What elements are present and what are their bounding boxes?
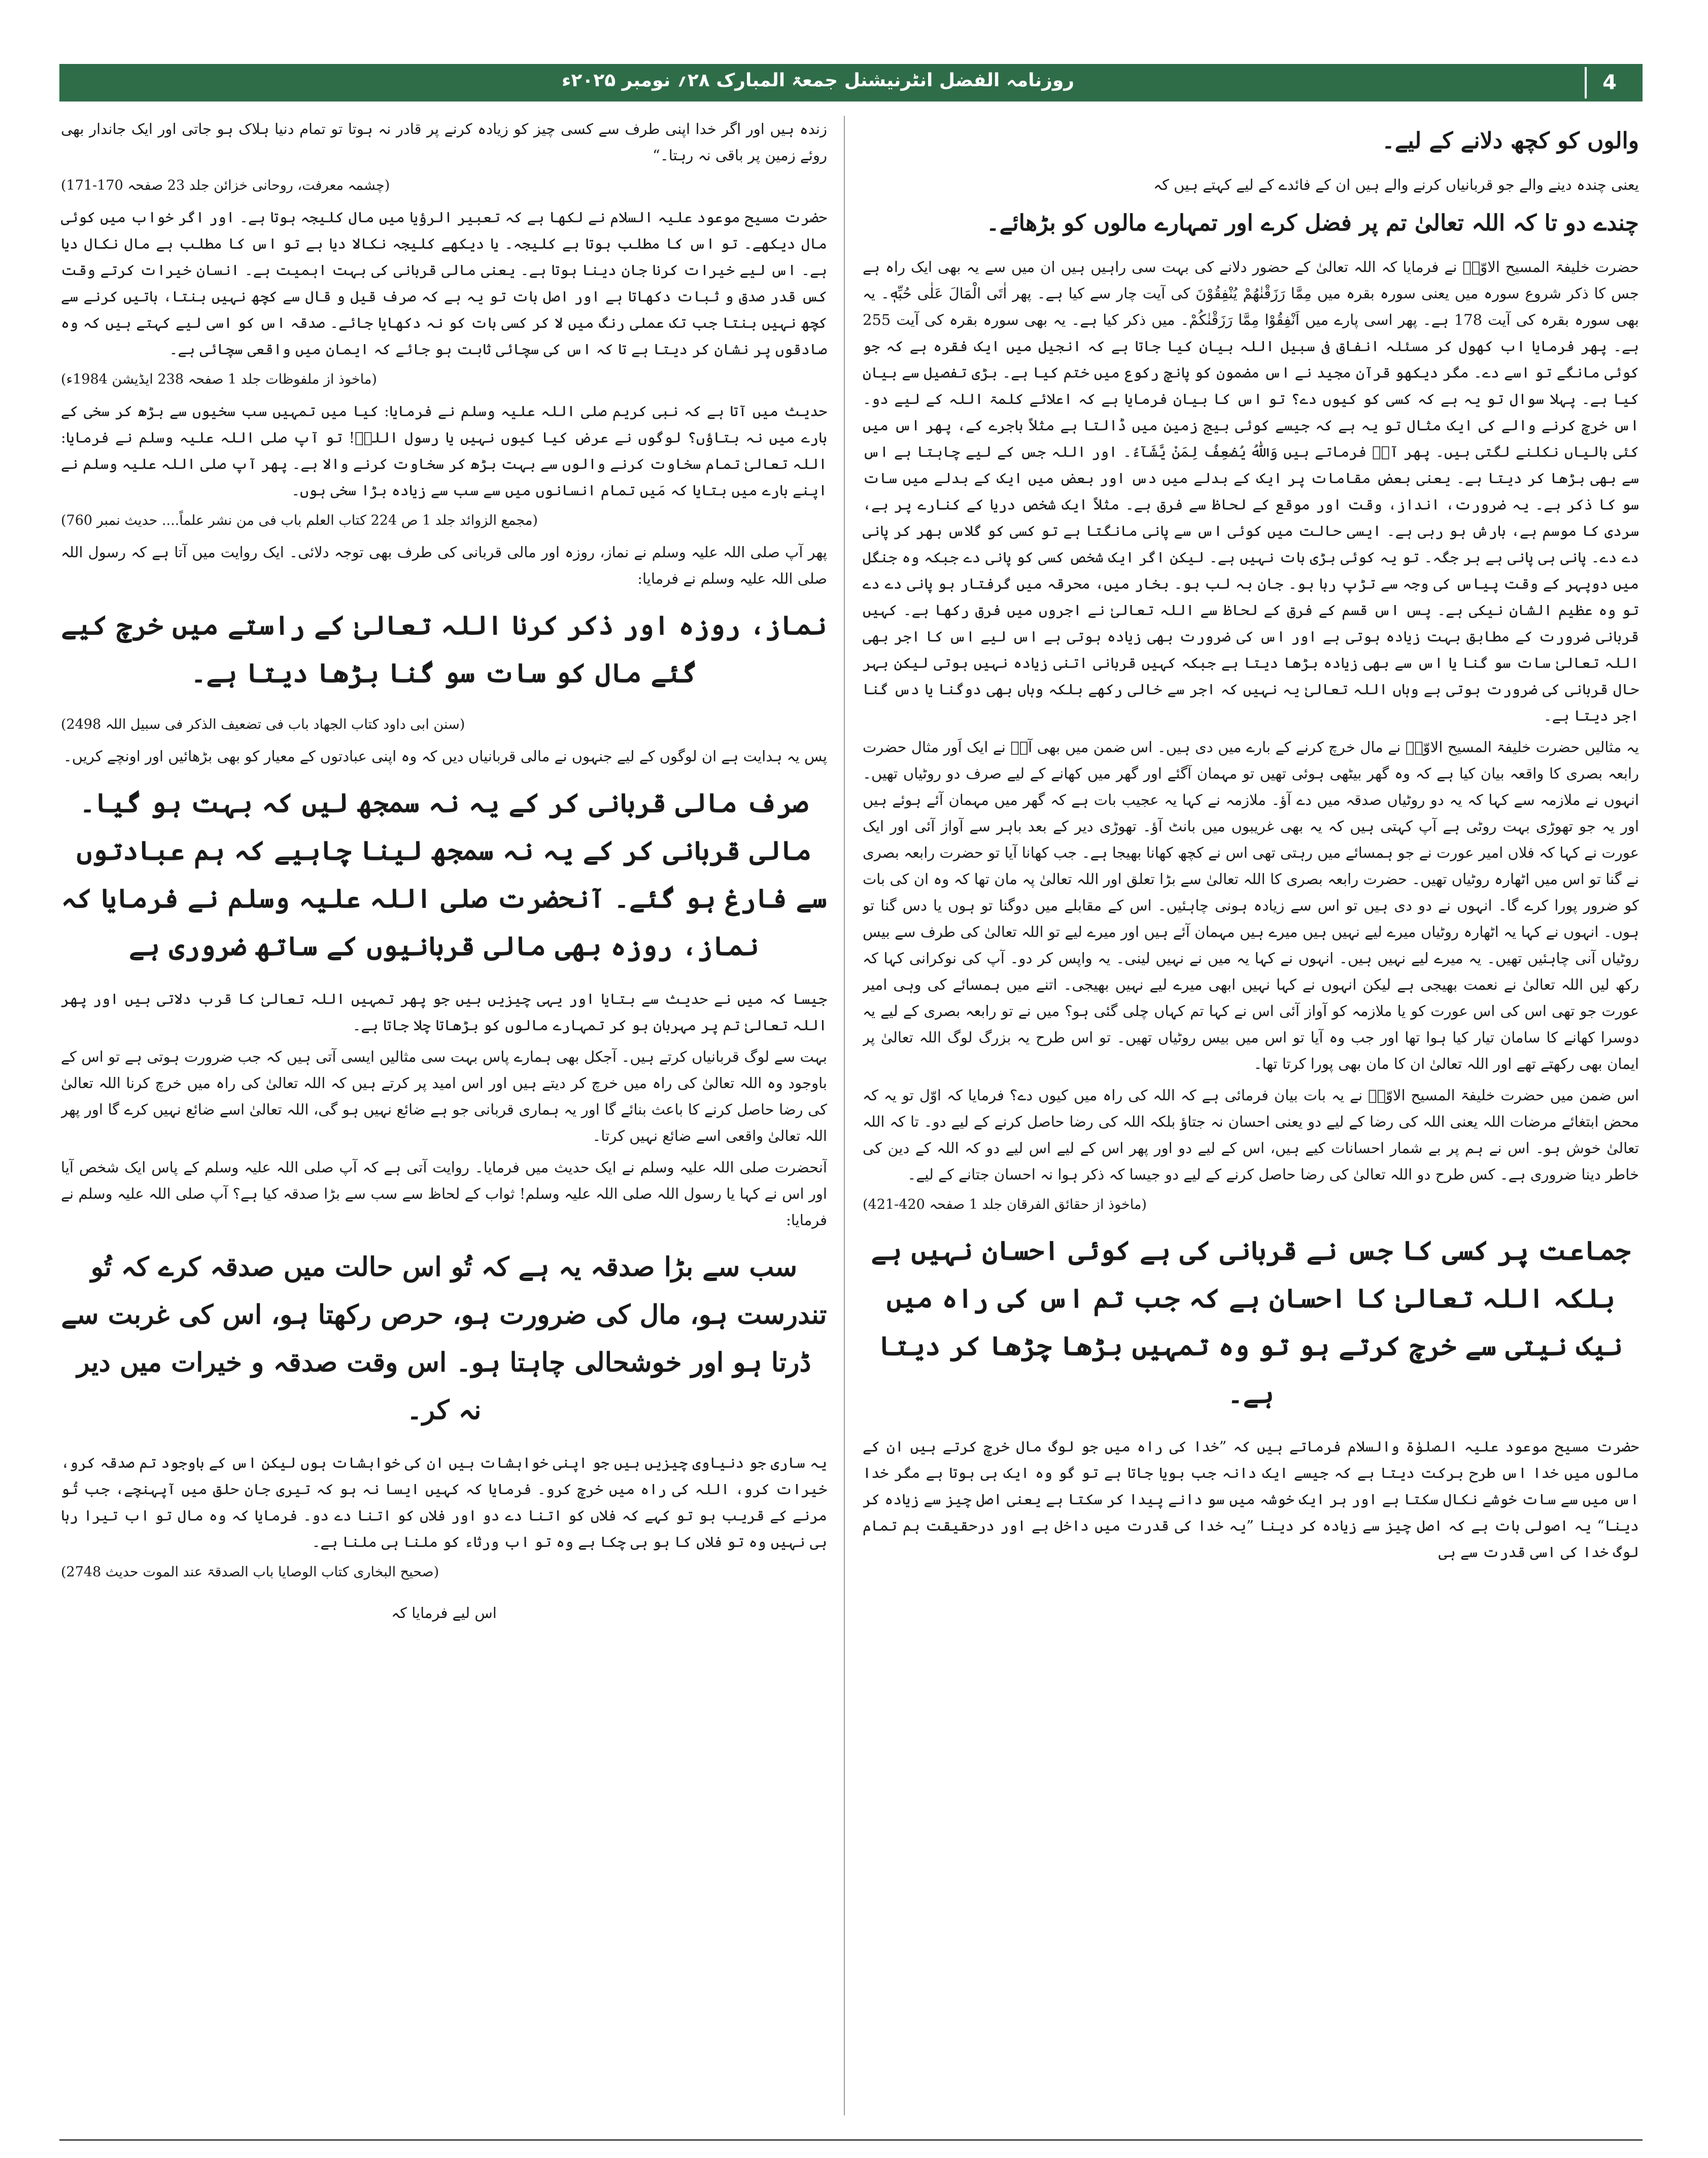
left-column	[61, 116, 827, 2136]
headline-left-3: سب سے بڑا صدقہ یہ ہے کہ تُو اس حالت میں صدقہ کرے کہ تُو تندرست ہو، مال کی ضرورت ہو، حرص رکھتا ہو، اس کی غربت سے ڈرتا ہو اور خوشحالی چاہتا ہو۔ اس وقت صدقہ و خیرات میں دیر نہ کر۔	[61, 1252, 827, 1426]
column-divider	[844, 116, 845, 2115]
paragraph-right-3: یہ مثالیں حضرت خلیفۃ المسیح الاوّلؓ نے مال خرچ کرنے کے بارے میں دی ہیں۔ اس ضمن میں بھی آپؓ نے ایک اَور مثال حضرت رابعہ بصری کا واقعہ بیان کیا ہے کہ وہ گھر بیٹھی ہوئی تھیں تو مہمان آگئے اور گھر میں کھانے کے لیے صرف دو روٹیاں تھیں۔ انہوں نے ملازمہ سے کہا کہ یہ دو روٹیاں صدقہ میں دے آؤ۔ ملازمہ نے کہا یہ عجیب بات ہے کہ گھر میں مہمان آئے ہوئے ہیں اور یہ جو تھوڑی بہت روٹی ہے آپ کہتی ہیں کہ یہ بھی غریبوں میں بانٹ آؤ۔ تھوڑی دیر کے بعد باہر سے آواز آئی اور ایک عورت نے کہا کہ فلاں امیر عورت نے جو ہمسائے میں رہتی تھی اس نے کچھ کھانا بھیجا ہے۔ جب کھانا آیا تو حضرت رابعہ بصری نے گنا تو اس میں اٹھارہ روٹیاں تھیں۔ حضرت رابعہ بصری کا اللہ تعالیٰ سے بڑا تعلق اور اللہ تعالیٰ پہ مان تھا کہ وہ ان کی بات کو ضرور پورا کرے گا۔ انہوں نے دو دی ہیں تو اس سے زیادہ ہونی چاہئیں۔ اس کے مقابلے میں دوگنا تو ہوں یا دس گنا تو ہوں۔ انہوں نے کہا یہ اٹھارہ روٹیاں میرے لیے نہیں ہیں میرے ہیں مہمان آئے ہیں اور میرے لیے تو اللہ تعالیٰ کی طرف سے بیس روٹیاں آنی چاہئیں تھیں۔ یہ میرے لیے نہیں ہیں۔ انہوں نے کہا یہ میں نے نہیں لینی۔ یہ واپس کر دو۔ آپ کی نوکرانی کہا کہ رکھ لیں اللہ تعالیٰ نے نعمت بھیجی ہے لیکن انہوں نے کہا نہیں ابھی میرے لیے نہیں بھیجی۔ اتنے میں ہمسائے کی وہی امیر عورت جو تھی اس کی اس عورت کو یا ملازمہ کو آواز آئی اس نے کہا تم کہاں چلی گئی ہو؟ میں نے تو رابعہ بصری کے لیے یہ دوسرا کھانے کا سامان تیار کیا ہوا تھا اور جب وہ آیا تو اس میں بیس روٹیاں تھیں۔ تو اس طرح یہ بزرگ لوگ اللہ تعالیٰ پر ایمان بھی رکھتے تھے اور اللہ تعالیٰ ان کا مان بھی پورا کرتا تھا۔	[863, 738, 1639, 1072]
headline-right-2: چندے دو تا کہ اللہ تعالیٰ تم پر فضل کرے اور تمہارے مالوں کو بڑھائے۔	[986, 210, 1639, 236]
page-number: 4	[1585, 67, 1632, 98]
reference-left-4: (سنن ابی داود کتاب الجھاد باب فی تضعیف الذکر فی سبیل اللہ 2498)	[61, 717, 465, 732]
paragraph-left-9: یہ ساری جو دنیاوی چیزیں ہیں جو اپنی خواہشات ہیں ان کی خواہشات ہوں لیکن اس کے باوجود تم صدقہ کرو، خیرات کرو، اللہ کی راہ میں خرچ کرو۔ فرمایا کہ کہیں ایسا نہ ہو کہ تیری جان حلق میں آپہنچے، جب تُو مرنے کے قریب ہو تو کہے کہ فلاں کو اتنا دے دو اور فلاں کو اتنا دے دو۔ فرمایا کہ وہ مال تو اب تیرا رہا ہی نہیں وہ تو فلاں کا ہو ہی چکا ہے وہ تو اب ورثاء کو ملنا ہی ملنا ہے۔	[61, 1454, 827, 1550]
paragraph-left-8: آنحضرت صلی اللہ علیہ وسلم نے ایک حدیث میں فرمایا۔ روایت آتی ہے کہ آپ صلی اللہ علیہ وسلم کے پاس ایک شخص آیا اور اس نے کہا یا رسول اللہ صلی اللہ علیہ وسلم! ثواب کے لحاظ سے سب سے بڑا صدقہ کیا ہے؟ آپ صلی اللہ علیہ وسلم نے فرمایا:	[61, 1159, 827, 1229]
paragraph-right-4: اس ضمن میں حضرت خلیفۃ المسیح الاوّلؓ نے یہ بات بیان فرمائی ہے کہ اللہ کی راہ میں کیوں دے؟ فرمایا کہ اوّل تو یہ کہ محض ابتغائے مرضات اللہ یعنی اللہ کی رضا کے لیے دو یعنی احسان نہ جتاؤ بلکہ اللہ کی رضا حاصل کرنے کے لیے دو۔ تا کہ اللہ تعالیٰ خوش ہو۔ اس نے ہم پر بے شمار احسانات کیے ہیں، اس کے لیے دو اور پھر اس کے لیے اس لیے دو کہ اللہ کے دین کی خاطر دینا ضروری ہے۔ کس طرح دو اللہ تعالیٰ کی رضا حاصل کرنے کے لیے دو جیسا کہ ذکر ہوا نہ احسان جتانے کے لیے۔	[863, 1087, 1639, 1183]
paragraph-right-2: حضرت خلیفۃ المسیح الاوّلؓ نے فرمایا کہ اللہ تعالیٰ کے حضور دلانے کی بہت سی راہیں ہیں ان میں سے یہ بھی ایک راہ ہے جس کا ذکر شروع سورہ میں یعنی سورہ بقرہ میں مِمَّا رَزَقْنٰهُمْ يُنْفِقُوْنَ کی آیت چار سے کیا ہے۔ پھر اٰتَى الْمَالَ عَلٰى حُبِّهٖ۔ یہ بھی سورہ بقرہ کی آیت 178 ہے۔ پھر اسی پارے میں اَنْفِقُوْا مِمَّا رَزَقْنٰكُمْ۔ میں ذکر کیا ہے۔ یہ بھی سورہ بقرہ کی آیت 255 ہے۔ پھر فرمایا اب کھول کر مسئلہ انفاق فی سبیل اللہ بیان کیا جاتا ہے کہ انجیل میں ایک فقرہ ہے کہ جو کوئی مانگے تو اسے دے۔ مگر دیکھو قرآن مجید نے اس مضمون کو پانچ رکوع میں ختم کیا ہے۔ بڑی تفصیل سے بیان کیا ہے۔ پہلا سوال تو یہ ہے کہ کسی کو کیوں دے؟ تو اس کا بیان فرمایا ہے کہ اعلائے کلمۃ اللہ کے لیے دو۔ اس خرچ کرنے والے کی ایک مثال تو یہ ہے کہ جیسے کوئی بیج زمین میں ڈالتا ہے مثلاً باجرے کے، پھر اس میں کئی بالیاں نکلنے لگتی ہیں۔ پھر آپؓ فرماتے ہیں وَاللّٰهُ يُضٰعِفُ لِمَنْ يَّشَآءُ۔ اور اللہ جس کے لیے چاہتا ہے اس سے بھی بڑھا کر دیتا ہے۔ یعنی بعض مقامات پر ایک کے بدلے میں دس اور بعض میں ایک کے بدلے میں سات سو کا ذکر ہے۔ یہ ضرورت، انداز، وقت اور موقع کے لحاظ سے فرق ہے۔ مثلاً ایک شخص دریا کے کنارے پر ہے، سردی کا موسم ہے، بارش ہو رہی ہے۔ ایسی حالت میں کوئی اس سے پانی مانگتا ہے تو کسی کو گلاس بھر کر پانی دے دے۔ پانی ہی پانی ہے ہر جگہ۔ تو یہ کوئی بڑی بات نہیں ہے۔ لیکن اگر ایک شخص کسی کو پانی دے جبکہ وہ جنگل میں دوپہر کے وقت پیاس کی وجہ سے تڑپ رہا ہو۔ جان بہ لب ہو۔ بخار میں، محرقہ میں گرفتار ہو پانی دے دے تو وہ عظیم الشان نیکی ہے۔ پس اس قسم کے فرق کے لحاظ سے اللہ تعالیٰ نے اجروں میں فرق رکھا ہے۔ کہیں قربانی ضرورت کے مطابق بہت زیادہ ہوتی ہے اور اس کی ضرورت بھی زیادہ ہوتی ہے اس لیے اس کا اجر بھی اللہ تعالیٰ سات سو گنا یا اس سے بھی زیادہ بڑھا دیتا ہے جبکہ کہیں قربانی اتنی زیادہ نہیں ہوتی لیکن بہر حال قربانی کی ضرورت ہوتی ہے وہاں اللہ تعالیٰ یہ نہیں کہ اجر سے خالی رکھے بلکہ وہاں بھی دوگنا یا دس گنا اجر دیتا ہے۔	[863, 258, 1639, 724]
paragraph-left-5: پس یہ ہدایت ہے ان لوگوں کے لیے جنہوں نے مالی قربانیاں دیں کہ وہ اپنی عبادتوں کے معیار کو بھی بڑھائیں اور اونچے کریں۔	[63, 748, 827, 765]
reference-left-2: (ماخوذ از ملفوظات جلد 1 صفحہ 238 ایڈیشن 1984ء)	[61, 372, 377, 387]
headline-right-1: والوں کو کچھ دلانے کے لیے۔	[1381, 128, 1639, 154]
paragraph-left-4: پھر آپ صلی اللہ علیہ وسلم نے نماز، روزہ اور مالی قربانی کی طرف بھی توجہ دلائی۔ ایک روایت میں آتا ہے کہ رسول اللہ صلی اللہ علیہ وسلم نے فرمایا:	[61, 544, 827, 587]
paragraph-left-2: حضرت مسیح موعود علیہ السلام نے لکھا ہے کہ تعبیر الرؤیا میں مال کلیجہ ہوتا ہے۔ اور اگر خواب میں کوئی مال دیکھے۔ تو اس کا مطلب ہوتا ہے کلیجہ۔ یا دیکھے کلیجہ نکالا دیا ہے تو اس کا مطلب ہے مال نکال دیا ہے۔ اس لیے خیرات کرنا جان دینا ہوتا ہے۔ یعنی مالی قربانی کی بہت اہمیت ہے۔ انسان خیرات کرتے وقت کس قدر صدق و ثبات دکھاتا ہے اور اصل بات تو یہ ہے کہ صرف قیل و قال سے کچھ نہیں بنتا، باتیں کرنے سے کچھ نہیں بنتا جب تک عملی رنگ میں لا کر کسی بات کو نہ دکھایا جائے۔ صدقہ اس کو اسی لیے کہتے ہیں کہ وہ صادقوں پر نشان کر دیتا ہے تا کہ اس کی سچائی ثابت ہو جائے کہ ایمان میں واقعی سچائی ہے۔	[61, 209, 827, 358]
footer-rule	[59, 2139, 1643, 2141]
header-bar	[59, 64, 1643, 102]
paragraph-left-3: حدیث میں آتا ہے کہ نبی کریم صلی اللہ علیہ وسلم نے فرمایا: کیا میں تمہیں سب سخیوں سے بڑھ کر سخی کے بارے میں نہ بتاؤں؟ لوگوں نے عرض کیا کیوں نہیں یا رسول اللہؐ! تو آپ صلی اللہ علیہ وسلم نے فرمایا: اللہ تعالیٰ تمام سخاوت کرنے والوں سے بہت بڑھ کر سخاوت کرنے والا ہے۔ پھر آپ صلی اللہ علیہ وسلم نے اپنے بارے میں بتایا کہ مَیں تمام انسانوں میں سے سب سے زیادہ بڑا سخی ہوں۔	[61, 402, 827, 499]
paragraph-left-1: زندہ ہیں اور اگر خدا اپنی طرف سے کسی چیز کو زیادہ کرنے پر قادر نہ ہوتا تو تمام دنیا ہلاک ہو جاتی اور ایک جاندار بھی روئے زمین پر باقی نہ رہتا۔“	[61, 120, 827, 164]
reference-left-3: (مجمع الزوائد جلد 1 ص 224 کتاب العلم باب فی من نشر علماً.... حدیث نمبر 760)	[61, 513, 538, 528]
headline-left-1: نماز، روزہ اور ذکر کرنا اللہ تعالیٰ کے راستے میں خرچ کیے گئے مال کو سات سو گنا بڑھا دیتا ہے۔	[61, 610, 827, 689]
right-column	[863, 116, 1639, 2136]
paragraph-left-7: بہت سے لوگ قربانیاں کرتے ہیں۔ آجکل بھی ہمارے پاس بہت سی مثالیں ایسی آتی ہیں کہ جب ضرورت ہوتی ہے تو اس کے باوجود وہ اللہ تعالیٰ کی راہ میں خرچ کر دیتے ہیں اور اس امید پر کرتے ہیں کہ اللہ تعالیٰ کی راہ میں خرچ کرنا اللہ تعالیٰ کی رضا حاصل کرنے کا باعث بنائے گا اور یہ ہماری قربانی جو ہے ضائع نہیں ہو گی، اللہ تعالیٰ اسے ضائع نہیں کرے گا اور پھر اللہ تعالیٰ واقعی اسے ضائع نہیں کرتا۔	[61, 1048, 827, 1144]
reference-left-1: (چشمہ معرفت، روحانی خزائن جلد 23 صفحہ 170-171)	[61, 178, 390, 193]
reference-left-5: (صحیح البخاری کتاب الوصایا باب الصدقۃ عند الموت حدیث 2748)	[61, 1564, 439, 1580]
headline-left-2: صرف مالی قربانی کر کے یہ نہ سمجھ لیں کہ بہت ہو گیا۔ مالی قربانی کر کے یہ نہ سمجھ لینا چاہیے کہ ہم عبادتوں سے فارغ ہو گئے۔ آنحضرت صلی اللہ علیہ وسلم نے فرمایا کہ نماز، روزہ بھی مالی قربانیوں کے ساتھ ضروری ہے	[61, 788, 827, 962]
closing-line: اس لیے فرمایا کہ	[391, 1604, 497, 1622]
paragraph-right-1: یعنی چندہ دینے والے جو قربانیاں کرنے والے ہیں ان کے فائدے کے لیے کہتے ہیں کہ	[1153, 176, 1639, 193]
reference-right-1: (ماخوذ از حقائق الفرقان جلد 1 صفحہ 420-421)	[863, 1197, 1147, 1212]
paragraph-right-5: حضرت مسیح موعود علیہ الصلوٰۃ والسلام فرماتے ہیں کہ ”خدا کی راہ میں جو لوگ مال خرچ کرتے ہیں ان کے مالوں میں خدا اس طرح برکت دیتا ہے کہ جیسے ایک دانہ جب بویا جاتا ہے تو گو وہ ایک ہی ہوتا ہے مگر خدا اس میں سے سات خوشے نکال سکتا ہے اور ہر ایک خوشہ میں سو دانے پیدا کر سکتا ہے یعنی اصل چیز سے زیادہ کر دینا“ یہ اصولی بات ہے کہ اصل چیز سے زیادہ کر دینا ”یہ خدا کی قدرت میں داخل ہے اور درحقیقت ہم تمام لوگ خدا کی اسی قدرت سے ہی	[863, 1438, 1639, 1561]
newspaper-header-title: روزنامہ الفضل انٹرنیشنل جمعۃ المبارک ۲۸؍ نومبر ۲۰۲۵ء	[561, 70, 1075, 91]
headline-right-3: جماعت پر کسی کا جس نے قربانی کی ہے کوئی احسان نہیں ہے بلکہ اللہ تعالیٰ کا احسان ہے کہ جب تم اس کی راہ میں نیک نیتی سے خرچ کرتے ہو تو وہ تمہیں بڑھا چڑھا کر دیتا ہے۔	[871, 1235, 1631, 1409]
paragraph-left-6: جیسا کہ میں نے حدیث سے بتایا اور یہی چیزیں ہیں جو پھر تمہیں اللہ تعالیٰ کا قرب دلاتی ہیں اور پھر اللہ تعالیٰ تم پر مہربان ہو کر تمہارے مالوں کو بڑھاتا چلا جاتا ہے۔	[61, 990, 827, 1034]
